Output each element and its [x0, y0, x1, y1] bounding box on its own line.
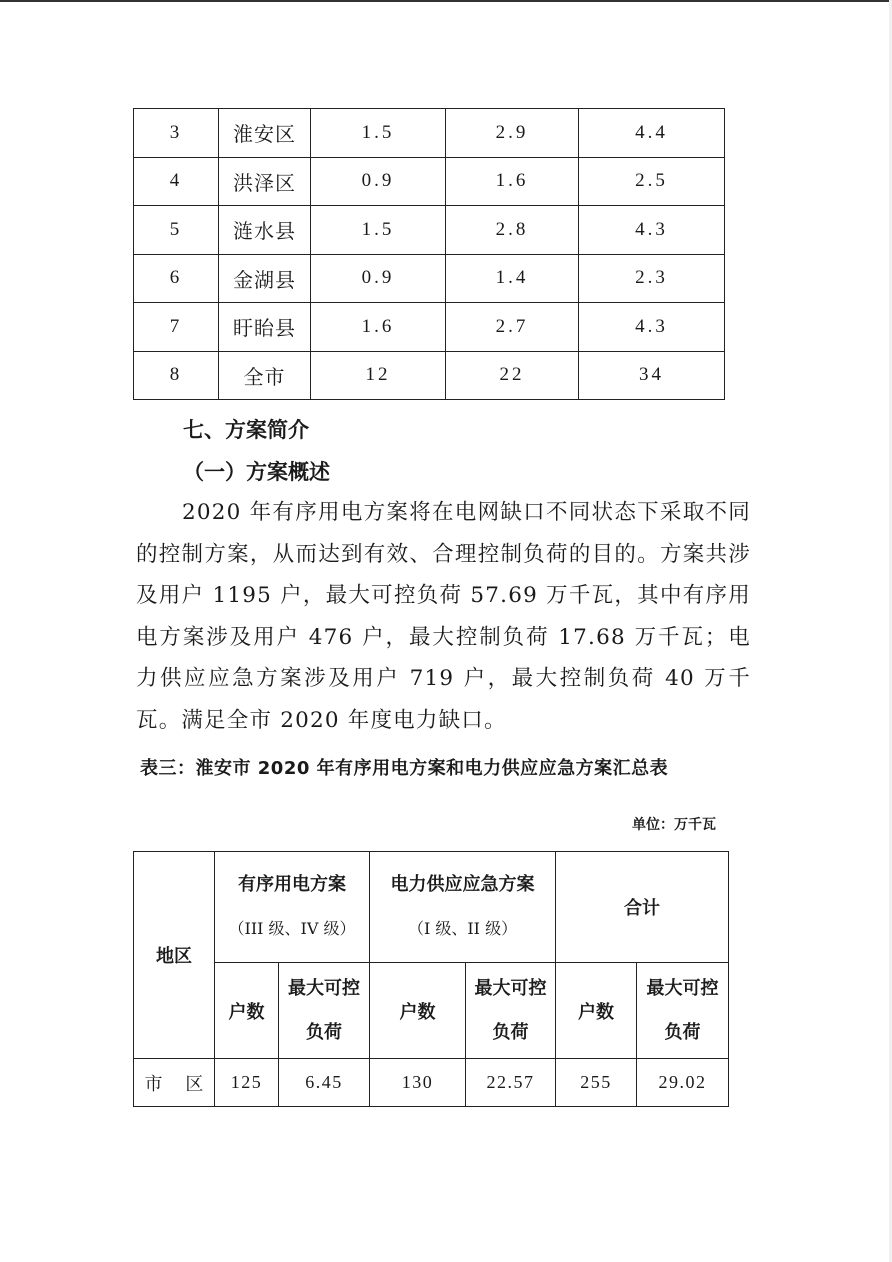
table-row: [134, 206, 725, 255]
cell-value-2: 1.4: [446, 254, 579, 303]
header-emergency-plan-title: 电力供应应急方案: [390, 874, 535, 895]
header-emergency-plan-levels: （I 级、II 级）: [407, 919, 518, 938]
section-heading: 七、方案简介: [183, 418, 309, 442]
cell-value-2: 2.8: [446, 206, 579, 255]
table-row: [134, 303, 725, 352]
cell-total-load: 29.02: [637, 1059, 729, 1107]
header-max-load: [466, 963, 556, 1059]
cell-orderly-households: 125: [215, 1059, 279, 1107]
cell-region: 淮安区: [219, 109, 311, 158]
cell-emergency-load: 22.57: [466, 1059, 556, 1107]
cell-value-1: 1.5: [311, 206, 446, 255]
plan-summary-table: [133, 851, 729, 1107]
cell-index: 3: [134, 109, 219, 158]
header-max-load-line1: 最大可控: [646, 977, 719, 999]
header-total: 合计: [556, 852, 729, 963]
cell-emergency-households: 130: [370, 1059, 466, 1107]
header-households: 户数: [556, 963, 637, 1059]
header-orderly-plan: [215, 852, 370, 963]
cell-region: 全市: [219, 351, 311, 400]
cell-total-households: 255: [556, 1059, 637, 1107]
table-row: [134, 254, 725, 303]
cell-region: 洪泽区: [219, 157, 311, 206]
cell-value-1: 1.6: [311, 303, 446, 352]
cell-index: 7: [134, 303, 219, 352]
header-max-load-line2: 负荷: [306, 1021, 342, 1043]
header-max-load-line2: 负荷: [664, 1021, 701, 1043]
cell-value-3: 4.3: [579, 206, 725, 255]
cell-region: 金湖县: [219, 254, 311, 303]
header-emergency-plan: [370, 852, 556, 963]
table-row: [134, 1059, 729, 1107]
regional-gap-table: [133, 108, 725, 400]
subsection-heading: （一）方案概述: [183, 460, 330, 484]
cell-index: 4: [134, 157, 219, 206]
header-households: 户数: [215, 963, 279, 1059]
header-max-load-line2: 负荷: [492, 1021, 529, 1043]
cell-value-1: 1.5: [311, 109, 446, 158]
cell-region: 盱眙县: [219, 303, 311, 352]
cell-value-1: 0.9: [311, 254, 446, 303]
table-row: [134, 351, 725, 400]
header-orderly-plan-title: 有序用电方案: [238, 874, 346, 895]
cell-value-2: 22: [446, 351, 579, 400]
cell-region: 涟水县: [219, 206, 311, 255]
cell-orderly-load: 6.45: [279, 1059, 370, 1107]
cell-value-1: 12: [311, 351, 446, 400]
cell-value-3: 34: [579, 351, 725, 400]
header-max-load-line1: 最大可控: [474, 977, 547, 999]
header-max-load-line1: 最大可控: [288, 977, 360, 999]
cell-value-3: 4.3: [579, 303, 725, 352]
header-region: 地区: [134, 852, 215, 1059]
cell-index: 6: [134, 254, 219, 303]
header-households: 户数: [370, 963, 466, 1059]
table-row: [134, 157, 725, 206]
header-max-load: [637, 963, 729, 1059]
cell-value-3: 4.4: [579, 109, 725, 158]
cell-index: 8: [134, 351, 219, 400]
page-top-border: [0, 0, 892, 2]
cell-value-3: 2.3: [579, 254, 725, 303]
cell-value-1: 0.9: [311, 157, 446, 206]
header-max-load: [279, 963, 370, 1059]
table-caption: 表三：淮安市 2020 年有序用电方案和电力供应应急方案汇总表: [140, 758, 669, 779]
cell-value-2: 1.6: [446, 157, 579, 206]
cell-value-3: 2.5: [579, 157, 725, 206]
cell-index: 5: [134, 206, 219, 255]
table-row: [134, 109, 725, 158]
overview-text: 2020 年有序用电方案将在电网缺口不同状态下采取不同的控制方案，从而达到有效、合理控制负荷的目的。方案共涉及用户 1195 户，最大可控负荷 57.69 万千瓦，其中有序用电方案涉及用户 476 户，最大控制负荷 17.68 万千瓦；电力供应应急方案涉及用户 719 户，最大控制负荷 40 万千瓦。满足全市 2020 年度电力缺口。: [136, 500, 751, 733]
cell-value-2: 2.7: [446, 303, 579, 352]
overview-paragraph: [136, 492, 751, 741]
cell-region: 市 区: [134, 1059, 215, 1107]
cell-value-2: 2.9: [446, 109, 579, 158]
header-orderly-plan-levels: （III 级、IV 级）: [228, 919, 356, 938]
unit-label: 单位：万千瓦: [632, 817, 716, 833]
